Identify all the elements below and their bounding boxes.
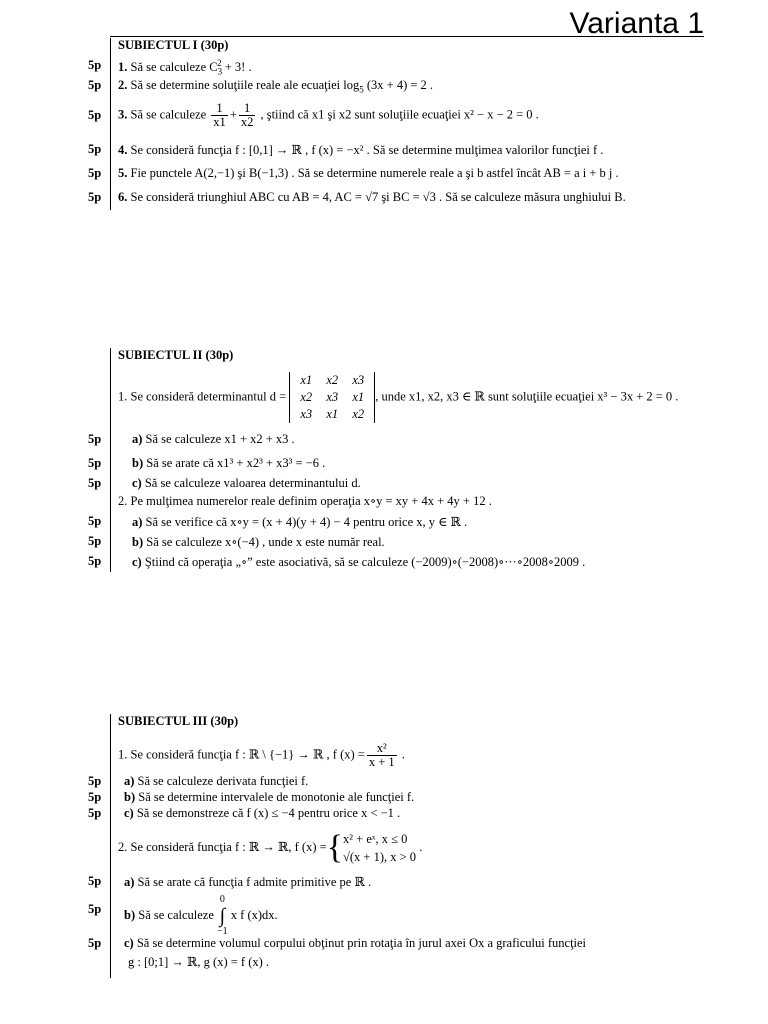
s3-p2-b — [86, 894, 726, 937]
points-label: 5p — [88, 806, 102, 820]
points-label: 5p — [88, 456, 102, 470]
sub-label: c) — [132, 476, 142, 490]
s2-p1-b — [86, 456, 726, 478]
item-number: 3. — [118, 107, 128, 122]
item-text: 2. Pe mulţimea numerelor reale definim operaţia x∘y = xy + 4x + 4y + 12 . — [118, 494, 492, 508]
item-text: Să se determine volumul corpului obţinut prin rotaţia în jurul axei Ox a graficului funcţiei — [133, 936, 587, 950]
points-label: 5p — [88, 58, 102, 72]
sub-label: a) — [124, 774, 135, 788]
item-text: Să se calculeze x1 + x2 + x3 . — [142, 432, 295, 446]
variant-title: Varianta 1 — [569, 7, 704, 40]
item-text: Să se verifice că x∘y = (x + 4)(y + 4) − 4 pentru orice x, y ∈ ℝ . — [142, 515, 468, 529]
sub-label: c) — [124, 806, 134, 820]
points-label: 5p — [88, 108, 102, 122]
s3-p2-a — [86, 874, 726, 896]
points-label: 5p — [88, 554, 102, 568]
section-3-title: SUBIECTUL III (30p) — [118, 714, 239, 728]
points-label: 5p — [88, 432, 102, 446]
points-label: 5p — [88, 78, 102, 92]
item-text: Să se determine intervalele de monotonie ale funcţiei f. — [135, 790, 415, 804]
item-text: Se consideră funcţia f : [0,1] → ℝ , f (x) = −x² . Să se determine mulţimea valorilor funcţiei f . — [130, 143, 604, 157]
item-text: Să se calculeze x∘(−4) , unde x este număr real. — [143, 535, 385, 549]
item-text: Ştiind că operaţia „∘” este asociativă, să se calculeze (−2009)∘(−2008)∘···∘2008∘2009 . — [141, 555, 586, 569]
fraction: $\frac{1}{x1}$ — [213, 101, 226, 129]
item-text: Se consideră triunghiul ABC cu AB = 4, AC = √7 şi BC = √3 . Să se calculeze măsura unghiului B. — [130, 190, 626, 204]
points-label: 5p — [88, 142, 102, 156]
s1-item-5 — [86, 166, 726, 188]
points-label: 5p — [88, 190, 102, 204]
points-label: 5p — [88, 790, 102, 804]
sub-label: b) — [124, 907, 136, 922]
header-rule — [110, 36, 704, 37]
section-1 — [86, 38, 726, 210]
s2-p1-intro — [86, 368, 726, 428]
points-label: 5p — [88, 902, 102, 916]
s3-p1-c — [86, 806, 726, 828]
item-number: 6. — [118, 190, 128, 204]
item-text: Să se arate că funcţia f admite primitive pe ℝ . — [134, 875, 372, 889]
sub-label: c) — [124, 936, 134, 950]
sub-label: a) — [124, 875, 135, 889]
section-2 — [86, 348, 726, 572]
points-label: 5p — [88, 936, 102, 950]
sub-label: b) — [124, 790, 136, 804]
sub: 3 — [217, 66, 223, 77]
item-text: Să se demonstreze că f (x) ≤ −4 pentru orice x < −1 . — [133, 806, 401, 820]
item-text: Să se determine soluţiile reale ale ecuaţiei log — [130, 78, 360, 92]
points-label: 5p — [88, 774, 102, 788]
sub-label: c) — [132, 555, 142, 569]
points-label: 5p — [88, 534, 102, 548]
s2-p2-intro — [86, 493, 726, 515]
s1-item-3: 5p 3. Să se calculeze $\frac{1}{x1}$ + $\frac{1}{x2}$ , ştiind că x1 şi x2 sunt soluţiile ecuaţiei x² − x − 2 = 0 . — [88, 101, 539, 129]
item-text: Să se calculeze derivata funcţiei f. — [134, 774, 309, 788]
item-text: Să se calculeze valoarea determinantului d. — [141, 476, 361, 490]
item-text: Să se calculeze — [130, 107, 210, 122]
s2-p2-b — [86, 534, 726, 556]
item-text: 1. Se consideră determinantul d = — [118, 389, 287, 404]
item-text-tail: + 3! . — [221, 60, 252, 75]
item-text-tail: (3x + 4) = 2 . — [363, 78, 434, 92]
s2-p1-a — [86, 432, 726, 454]
sub-label: b) — [132, 456, 144, 470]
item-number: 4. — [118, 143, 128, 157]
item-text-tail: , ştiind că x1 şi x2 sunt soluţiile ecuaţiei x² − x − 2 = 0 . — [257, 107, 539, 122]
fraction: $\frac{1}{x2}$ — [240, 101, 254, 129]
s2-p2-c — [86, 554, 726, 576]
s1-item-6 — [86, 190, 726, 212]
item-number: 2. — [118, 78, 128, 92]
item-text-tail: x f (x)dx. — [227, 907, 278, 922]
item-number: 5. — [118, 166, 128, 180]
fraction: $\frac{\text{x²}}{x + 1}$ — [368, 741, 395, 769]
s3-p1-intro: 1. Se consideră funcţia f : ℝ \ {−1} → ℝ , f (x) = $\frac{\text{x²}}{x + 1}$ . — [118, 741, 405, 769]
s3-p2-c — [86, 936, 726, 976]
s2-p2-a — [86, 514, 726, 536]
points-label: 5p — [88, 476, 102, 490]
sup: 2 — [217, 58, 222, 68]
item-text: 2. Se consideră funcţia f : ℝ → ℝ, f (x) = — [118, 839, 327, 854]
points-label: 5p — [88, 166, 102, 180]
section-3 — [86, 714, 726, 978]
item-number: 1. — [118, 60, 128, 75]
sub-label: a) — [132, 432, 143, 446]
determinant-matrix: x1 x2 x3 x2 x3 x1 x3 x1 x2 — [289, 372, 375, 423]
s1-item-4 — [86, 142, 726, 164]
item-text: Să se arate că x1³ + x2³ + x3³ = −6 . — [143, 456, 326, 470]
section-1-title: SUBIECTUL I (30p) — [118, 38, 229, 52]
s1-item-2 — [86, 78, 726, 100]
sub-label: a) — [132, 515, 143, 529]
points-label: 5p — [88, 514, 102, 528]
item-text: 1. Se consideră funcţia f : ℝ \ {−1} → ℝ , f (x) = — [118, 747, 365, 762]
s3-p2-intro: 2. Se consideră funcţia f : ℝ → ℝ, f (x) ={ x² + eˣ, x ≤ 0 √(x + 1), x > 0 . — [118, 829, 423, 866]
points-label: 5p — [88, 874, 102, 888]
s1-item-1 — [86, 58, 726, 80]
item-text-tail: , unde x1, x2, x3 ∈ ℝ sunt soluţiile ecuaţiei x³ − 3x + 2 = 0 . — [375, 389, 679, 404]
item-text: Să se calculeze — [135, 907, 218, 922]
integral-sign: 0 ∫ −1 — [217, 894, 228, 937]
piecewise-cases: x² + eˣ, x ≤ 0 √(x + 1), x > 0 — [343, 832, 417, 864]
section-2-title: SUBIECTUL II (30p) — [118, 348, 234, 362]
item-text: Să se calculeze C — [130, 60, 218, 75]
item-text-line2: g : [0;1] → ℝ, g (x) = f (x) . — [128, 955, 270, 969]
sub: 5 — [359, 84, 364, 95]
item-text: Fie punctele A(2,−1) şi B(−1,3) . Să se determine numerele reale a şi b astfel încât AB = a i + b j . — [130, 166, 619, 180]
left-brace: { — [326, 829, 344, 866]
sub-label: b) — [132, 535, 144, 549]
